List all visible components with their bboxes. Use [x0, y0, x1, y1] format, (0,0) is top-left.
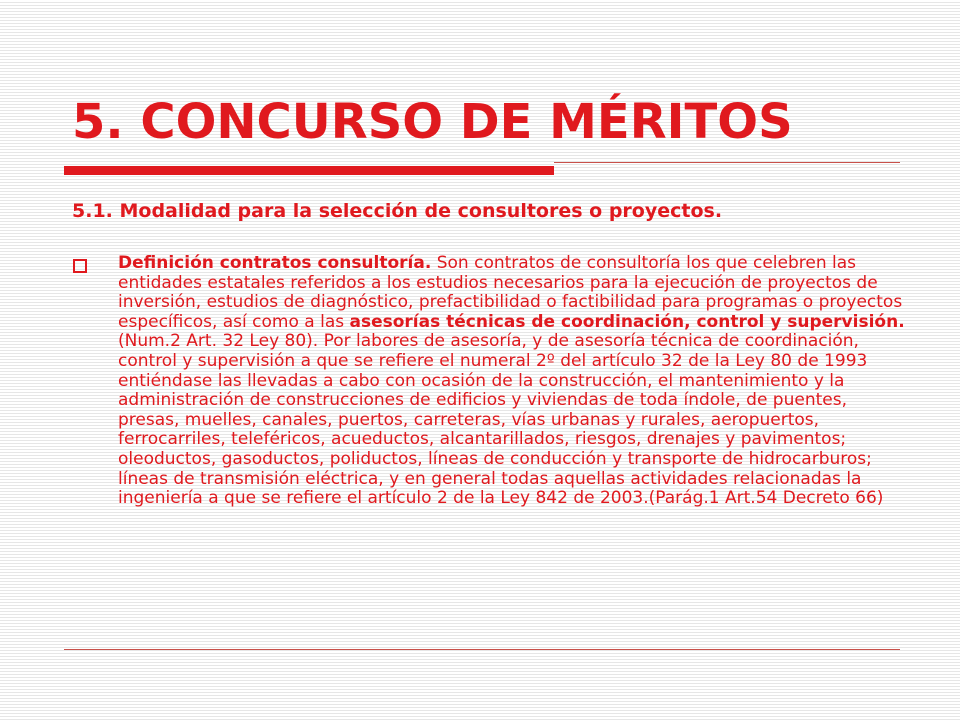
slide-title: 5. CONCURSO DE MÉRITOS: [72, 94, 793, 150]
bullet-text-part-2: (Num.2 Art. 32 Ley 80). Por labores de asesoría, y de asesoría técnica de coordinación, control y supervisión a que se refiere el numeral 2º del artículo 32 de la Ley 80 de 1993 entiéndase las llevadas a cabo con ocasión de la construcción, el mantenimiento y la administración de construcciones de edificios y viviendas de toda índole, de puentes, presas, muelles, canales, puertos, carreteras, vías urbanas y rurales, aeropuertos, ferrocarriles, teleféricos, acueductos, alcantarillados, riesgos, drenajes y pavimentos; oleoductos, gasoductos, poliductos, líneas de conducción y transporte de hidrocarburos; líneas de transmisión eléctrica, y en general todas aquellas actividades relacionadas la ingeniería a que se refiere el artículo 2 de la Ley 842 de 2003.(Parág.1 Art.54 Decreto 66): [118, 331, 884, 509]
bullet-lead-term: Definición contratos consultoría.: [118, 253, 432, 273]
section-subtitle: 5.1. Modalidad para la selección de consultores o proyectos.: [72, 200, 723, 222]
title-underline-bar: [64, 166, 554, 175]
title-divider-line: [554, 162, 900, 163]
square-bullet-icon: [73, 259, 87, 273]
bullet-paragraph: [118, 254, 908, 509]
bottom-divider-line: [64, 649, 900, 650]
bullet-emphasis-term: asesorías técnicas de coordinación, control y supervisión.: [349, 311, 905, 332]
bullet-text-part-1: Son contratos de consultoría los que celebren las entidades estatales referidos a los estudios necesarios para la ejecución de proyectos de inversión, estudios de diagnóstico, prefactibilidad o factibilidad para programas o proyectos específicos, así como a las: [118, 253, 903, 332]
